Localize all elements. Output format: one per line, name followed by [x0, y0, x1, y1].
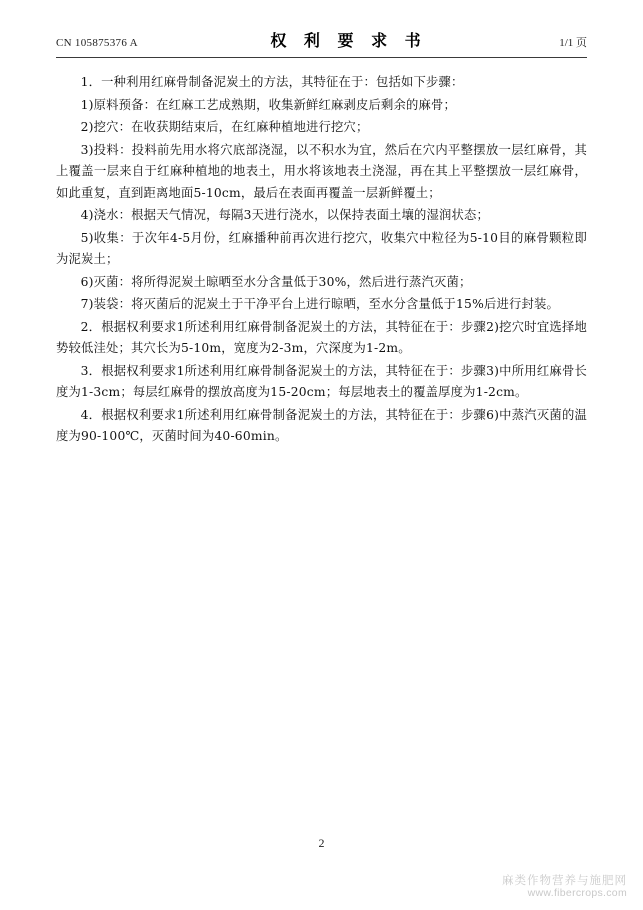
claim-paragraph: 5)收集：于次年4-5月份，红麻播种前再次进行挖穴，收集穴中粒径为5-10目的麻骨颗粒即为泥炭土； — [56, 230, 587, 266]
claim-paragraph: 4．根据权利要求1所述利用红麻骨制备泥炭土的方法，其特征在于：步骤6)中蒸汽灭菌的温度为90-100℃，灭菌时间为40-60min。 — [56, 407, 587, 443]
claim-paragraph: 3．根据权利要求1所述利用红麻骨制备泥炭土的方法，其特征在于：步骤3)中所用红麻骨长度为1-3cm；每层红麻骨的摆放高度为15-20cm；每层地表土的覆盖厚度为1-2cm。 — [56, 363, 587, 399]
document-title: 权 利 要 求 书 — [270, 31, 427, 50]
publication-number: CN 105875376 A — [56, 37, 138, 49]
watermark-text: 麻类作物营养与施肥网 — [502, 872, 627, 887]
header-divider — [56, 57, 587, 58]
page-indicator: 1/1 页 — [559, 37, 587, 49]
page-number: 2 — [318, 836, 325, 850]
claim-paragraph: 7)装袋：将灭菌后的泥炭土于干净平台上进行晾晒，至水分含量低于15%后进行封装。 — [80, 297, 559, 311]
claim-paragraph: 1)原料预备：在红麻工艺成熟期，收集新鲜红麻剥皮后剩余的麻骨； — [80, 97, 457, 112]
claim-paragraph: 1．一种利用红麻骨制备泥炭土的方法，其特征在于：包括如下步骤： — [80, 75, 464, 89]
page-header — [56, 28, 587, 55]
claims-body — [56, 72, 587, 448]
claim-paragraph: 6)灭菌：将所得泥炭土晾晒至水分含量低于30%，然后进行蒸汽灭菌； — [80, 274, 472, 289]
watermark — [502, 873, 627, 901]
watermark-url: www.fibercrops.com — [527, 886, 627, 899]
claim-paragraph: 2)挖穴：在收获期结束后，在红麻种植地进行挖穴； — [80, 120, 369, 134]
claim-paragraph: 2．根据权利要求1所述利用红麻骨制备泥炭土的方法，其特征在于：步骤2)挖穴时宜选择地势较低洼处；其穴长为5-10m，宽度为2-3m，穴深度为1-2m。 — [56, 319, 587, 355]
claim-paragraph: 3)投料：投料前先用水将穴底部浇湿，以不积水为宜，然后在穴内平整摆放一层红麻骨，其上覆盖一层来自于红麻种植地的地表土，用水将该地表土浇湿，再在其上平整摆放一层红麻骨，如此重复，直到距离地面5-10cm，最后在表面再覆盖一层新鲜覆土； — [56, 142, 587, 200]
claim-paragraph: 4)浇水：根据天气情况，每隔3天进行浇水，以保持表面土壤的湿润状态； — [80, 208, 490, 222]
